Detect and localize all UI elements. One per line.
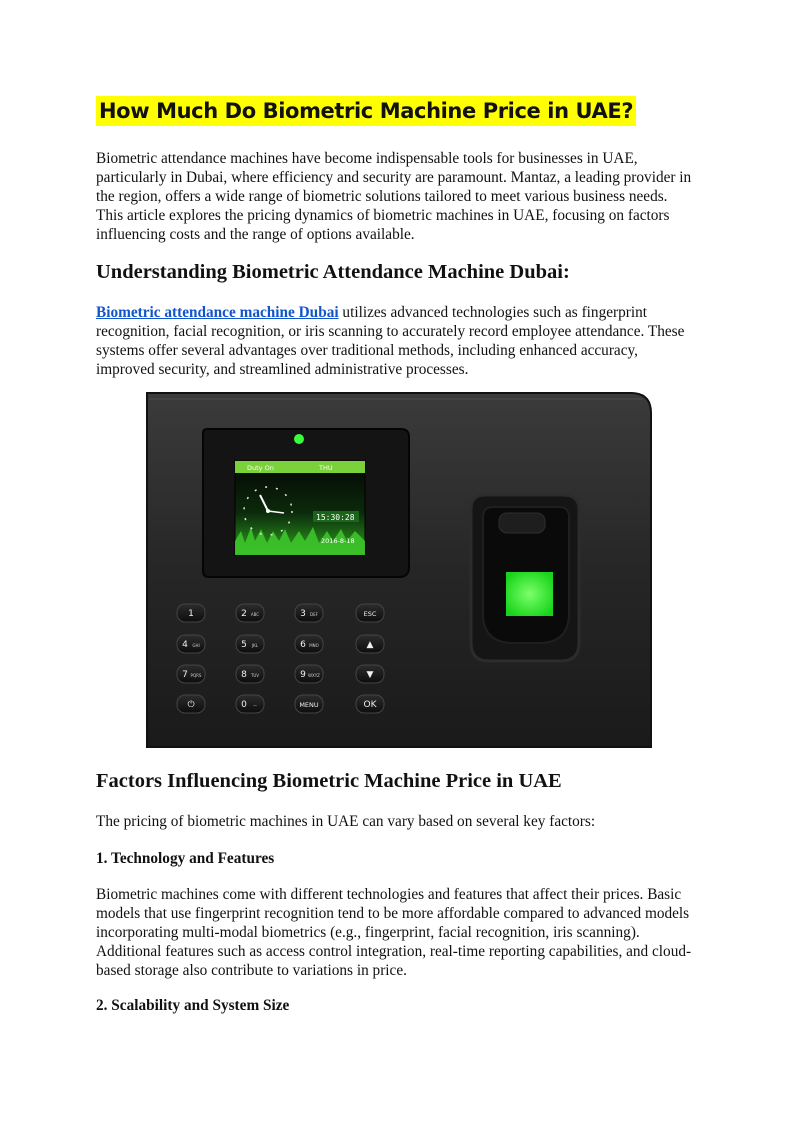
keypad-key-label: 5: [241, 640, 247, 650]
keypad-key[interactable]: [356, 635, 384, 653]
keypad-key-label: 7: [182, 670, 188, 680]
keypad-key-sublabel: —: [253, 703, 257, 708]
subsection1-heading: 1. Technology and Features: [96, 850, 275, 867]
keypad-key[interactable]: [356, 604, 384, 622]
keypad-key[interactable]: [236, 695, 264, 713]
section1-heading: Understanding Biometric Attendance Machine Dubai:: [96, 261, 570, 283]
title-wrap: [96, 96, 636, 126]
keypad-key[interactable]: [177, 665, 205, 683]
keypad-key-label: ▼: [366, 670, 374, 680]
keypad-key-sublabel: JKL: [251, 643, 259, 648]
keypad-key-sublabel: TUV: [250, 673, 260, 678]
keypad-key[interactable]: [177, 604, 205, 622]
keypad-key-label: ⏻: [187, 700, 195, 710]
biometric-dubai-link[interactable]: Biometric attendance machine Dubai: [96, 304, 339, 321]
keypad-key[interactable]: [177, 695, 205, 713]
keypad-key[interactable]: [236, 635, 264, 653]
keypad-key-label: MENU: [299, 701, 319, 709]
keypad-key-label: 4: [182, 640, 188, 650]
article-title: How Much Do Biometric Machine Price in UAE?: [96, 96, 636, 126]
screen-status-left: Duty On: [247, 464, 274, 472]
keypad-key[interactable]: [295, 635, 323, 653]
intro-paragraph: Biometric attendance machines have become indispensable tools for businesses in UAE, particularly in Dubai, where efficiency and security are paramount. Mantaz, a leading provider in the region, offers a wide range of biometric solutions tailored to meet various business needs. This article explores the pricing dynamics of biometric machines in UAE, focusing on factors influencing costs and the range of options available.: [96, 150, 692, 243]
keypad-key-label: ESC: [363, 610, 377, 618]
keypad-key-sublabel: ABC: [250, 612, 260, 617]
keypad-key-label: 2: [241, 609, 247, 619]
keypad-key-sublabel: MNO: [309, 643, 319, 648]
screen-time: 15:30:28: [316, 513, 355, 522]
keypad-key-sublabel: GHI: [192, 643, 200, 648]
keypad-key[interactable]: [295, 695, 323, 713]
section1-paragraph: [96, 303, 696, 379]
screen-status-right: THU: [319, 464, 333, 472]
section2-intro: The pricing of biometric machines in UAE can vary based on several key factors:: [96, 813, 596, 830]
fingerprint-sensor-icon: [506, 572, 553, 616]
status-led-icon: [294, 434, 304, 444]
subsection2-heading: 2. Scalability and System Size: [96, 997, 290, 1014]
keypad-key-label: 0: [241, 700, 247, 710]
keypad-key[interactable]: [356, 695, 384, 713]
keypad-key-sublabel: WXYZ: [308, 673, 320, 678]
biometric-device-image: [143, 391, 657, 749]
keypad-key-label: 6: [300, 640, 306, 650]
keypad-key[interactable]: [236, 604, 264, 622]
keypad-key[interactable]: [295, 665, 323, 683]
keypad-key-label: OK: [363, 700, 377, 710]
subsection1-paragraph: Biometric machines come with different technologies and features that affect their prices. Basic models that use fingerprint recognition tend to be more affordable compared to advanced models incorporating multi-modal biometrics (e.g., fingerprint, facial recognition, iris scanning). Additional features such as access control integration, real-time reporting capabilities, and cloud-based storage also contribute to variations in price.: [96, 886, 692, 979]
keypad-key-label: ▲: [366, 640, 374, 650]
section2-heading: Factors Influencing Biometric Machine Price in UAE: [96, 770, 562, 792]
keypad-key-label: 9: [300, 670, 306, 680]
keypad-key[interactable]: [236, 665, 264, 683]
keypad-key[interactable]: [177, 635, 205, 653]
keypad-key[interactable]: [356, 665, 384, 683]
keypad-key[interactable]: [295, 604, 323, 622]
section1-body: utilizes advanced technologies such as fingerprint recognition, facial recognition, or iris scanning to accurately record employee attendance. These systems offer several advantages over traditional methods, including enhanced accuracy, improved security, and streamlined administrative processes.: [96, 304, 685, 378]
keypad-key-label: 1: [188, 609, 194, 619]
screen-date: 2016-8-18: [321, 537, 355, 545]
keypad-key-sublabel: DEF: [310, 612, 318, 617]
keypad-key-label: 3: [300, 609, 306, 619]
keypad-key-sublabel: PQRS: [190, 673, 202, 678]
keypad-key-label: 8: [241, 670, 247, 680]
